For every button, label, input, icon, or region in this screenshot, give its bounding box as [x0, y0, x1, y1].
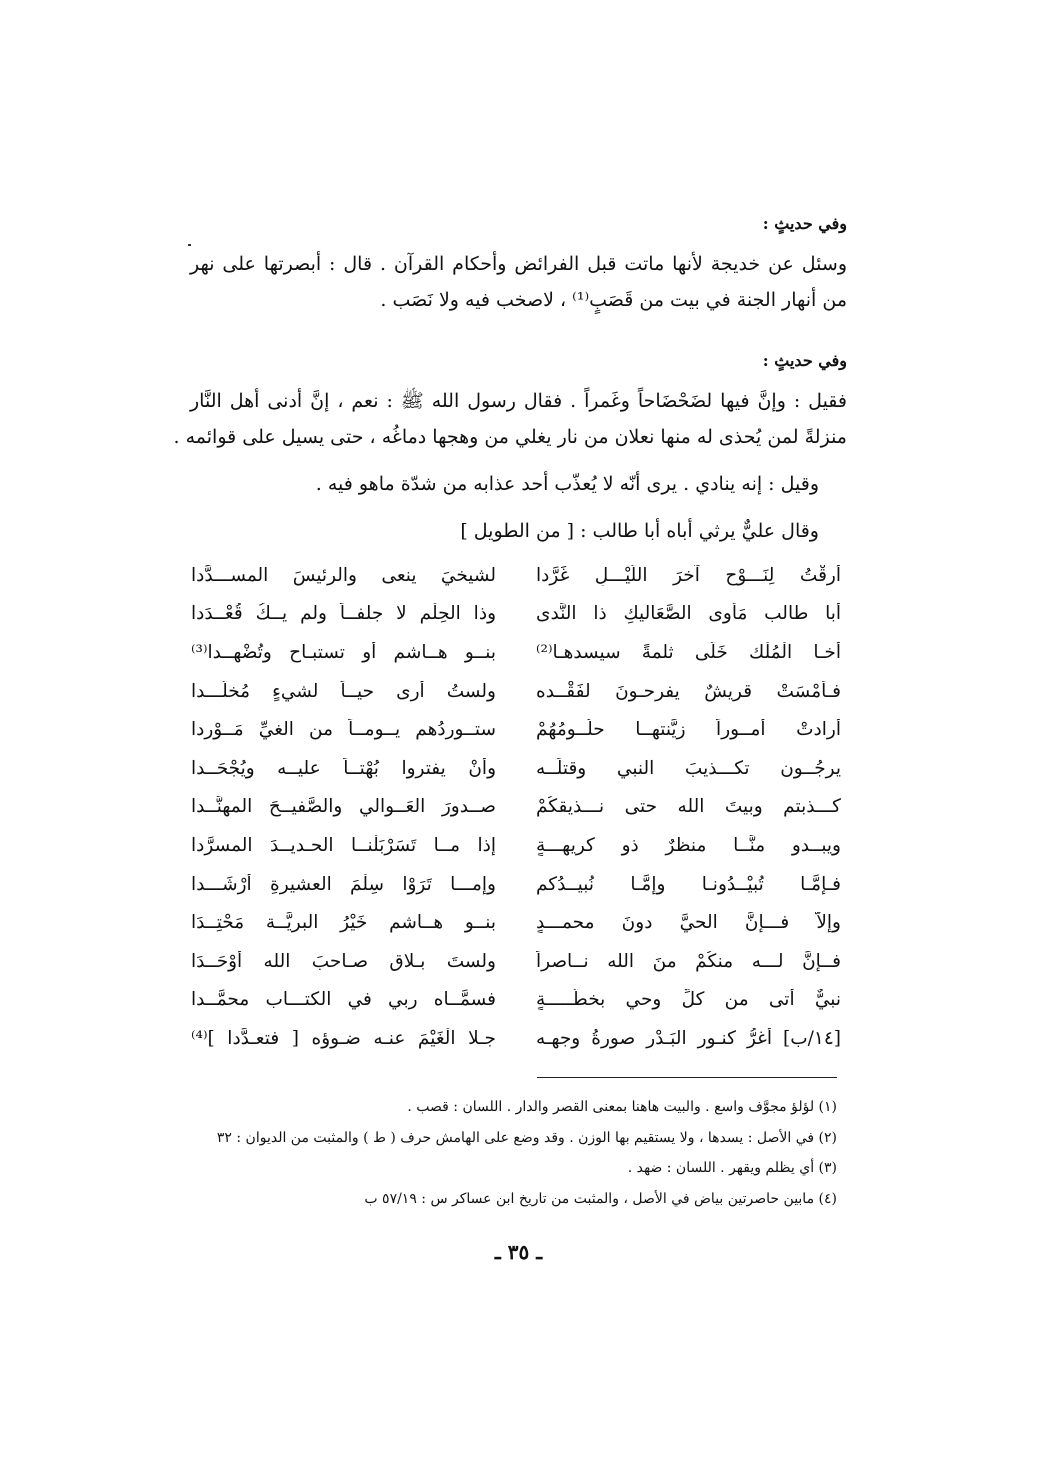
- section-heading: وفي حديثٍ :: [762, 214, 847, 233]
- verse: [191, 749, 841, 788]
- verse: [191, 981, 841, 1020]
- verse: [191, 942, 841, 981]
- verse-first-hemistich: أرِقْتُ لِنَـــوْحٍ آخرَ اللَّيْـــلِ غَرَّدا: [536, 564, 841, 586]
- verse-second-hemistich: ولستُ أرى حيــاً لشيءٍ مُخلَّـــدا: [191, 680, 496, 702]
- verse-first-hemistich: [١٤/ب] أغرُّ كنـورِ البَـدْرِ صورةُ وجهـه: [536, 1027, 841, 1049]
- body-line: فقيل : وإنَّ فيها لضَحْضَاحاً وغَمراً . فقال رسول الله ﷺ : نعم ، إنَّ أدنى أهل النَّار: [190, 390, 847, 412]
- verse-first-hemistich: كـــذبتم وبيتَ الله حتى نـــذيقكُمْ: [536, 796, 841, 818]
- verse-second-hemistich: ولستَ بـلاقٍ صـاحبَ الله أوْحَــدَا: [191, 950, 496, 972]
- poem-intro-line: وقال عليٌّ يرثي أباه أبا طالب : [ من الطويل ]: [460, 520, 819, 542]
- verse-second-hemistich: لشيخيَ ينعى والرئيسَ المســـدَّدا: [191, 564, 496, 586]
- verse-second-hemistich: فسمَّــاه ربي في الكتـــاب محمَّــدا: [191, 989, 496, 1011]
- verse: [191, 865, 841, 904]
- verse-second-hemistich: وأنْ يفتروا بُهْتــاً عليــه ويُجْحَــدا: [191, 757, 496, 779]
- verse: [191, 595, 841, 634]
- verse-second-hemistich: ستــوردُهم يــومــاً من الغيِّ مَــوْردا: [191, 719, 496, 741]
- verse-first-hemistich: فـإمَّـا تُبيْــدُونـا وإمَّـا نُبيــدُكم: [536, 873, 841, 895]
- verse-first-hemistich: أرادتْ أمــوراً زيَّنتهــا حلُــومُهُمْ: [536, 719, 841, 741]
- poem: [191, 556, 841, 1058]
- footnote: (٣) أي يظلم ويقهر . اللسان : ضهد .: [627, 1160, 837, 1176]
- poem-intro: [190, 513, 847, 549]
- verse: [191, 710, 841, 749]
- verse-first-hemistich: نبيٌّ أتى من كلِّ وحيٍ بخطَّـــــةٍ: [536, 989, 841, 1011]
- footnotes: [180, 1092, 837, 1214]
- body-line: وقيل : إنه ينادي . يرى أنّه لا يُعذّب أحد عذابه من شدّة ماهو فيه .: [315, 473, 819, 495]
- verse: [191, 556, 841, 595]
- verse: [191, 633, 841, 672]
- verse-first-hemistich: أبا طالب مَأْوى الصَّعَاليكِ ذا النَّدى: [536, 603, 841, 625]
- footnote: (٢) في الأصل : يسدها ، ولا يستقيم بها الوزن . وقد وضع على الهامش حرف ( ط ) والمثبت من الديوان : ٣٢: [216, 1129, 837, 1146]
- verse: [191, 672, 841, 711]
- section-khadija: [190, 206, 847, 318]
- verse-second-hemistich: وذا الحِلْم لا جلفــاً ولم يــكُ قُعْــدَدا: [191, 603, 496, 625]
- footnote: (٤) مابين حاصرتين بياض في الأصل ، والمثبت من تاريخ ابن عساكر س : ٥٧/١٩ ب: [364, 1190, 837, 1207]
- verse-second-hemistich: بنــو هــاشم أو تستبـاح وتُضْهــدا⁽³⁾: [191, 641, 496, 663]
- verse-first-hemistich: فــإنَّ لـــه منكُمْ منَ الله نــاصراً: [536, 950, 841, 972]
- verse: [191, 903, 841, 942]
- verse-first-hemistich: وإلاَّ فـــإنَّ الحيَّ دونَ محمـــدٍ: [536, 912, 841, 934]
- verse-second-hemistich: إذا مــا تَسَرْبَلْنــا الحـديــدَ المسرَّدا: [191, 834, 496, 856]
- body-line: من أنهار الجنة في بيت من قَصَبٍ⁽¹⁾ ، لاصخب فيه ولا نَصَب .: [380, 289, 847, 311]
- body-line: منزلةً لمن يُحذى له منها نعلان من نار يغلي من وهجها دماغُه ، حتى يسيل على قوائمه .: [173, 426, 847, 448]
- verse-second-hemistich: بنــو هــاشم خَيْرُ البريَّــة مَحْتِــدَا: [191, 912, 496, 934]
- verse-second-hemistich: جـلا الْغَيْمَ عنـه ضـوؤه [ فتعـدَّدا ]⁽⁴⁾: [191, 1027, 496, 1049]
- body-line: وسئل عن خديجة لأنها ماتت قبل الفرائض وأحكام القرآن . قال : أبصرتها على نهر: [190, 253, 847, 275]
- verse-first-hemistich: أخـا الْمُلْك خَلَّى ثلمةً سيسدهـا⁽²⁾: [536, 641, 841, 663]
- page-number: ـ ٣٥ ـ: [494, 1240, 543, 1264]
- verse-first-hemistich: يرجُــون تكـــذيبَ النبي وقتلَــه: [536, 757, 841, 779]
- verse-second-hemistich: وإمـــا تَرَوْا سِلْمَ العشيرةِ أرْشَـــدا: [191, 873, 496, 895]
- section-heading: وفي حديثٍ :: [762, 351, 847, 370]
- footnote-separator: [537, 1077, 837, 1078]
- verse: [191, 826, 841, 865]
- section-hell: [173, 343, 847, 455]
- verse: [191, 788, 841, 827]
- verse: [191, 1019, 841, 1058]
- verse-second-hemistich: صــدورَ العَــوالي والصَّفيــحَ المهنَّــدا: [191, 796, 496, 818]
- verse-first-hemistich: فـأمْسَتْ قريشٌ يفرحـونَ لفَقْــده: [536, 680, 841, 702]
- paragraph-yunadi: [190, 466, 847, 502]
- footnote: (١) لؤلؤ مجوَّف واسع . والبيت هاهنا بمعنى القصر والدار . اللسان : قصب .: [407, 1099, 837, 1115]
- verse-first-hemistich: ويبــدو منَّــا منظرٌ ذو كريهـــةٍ: [536, 834, 841, 856]
